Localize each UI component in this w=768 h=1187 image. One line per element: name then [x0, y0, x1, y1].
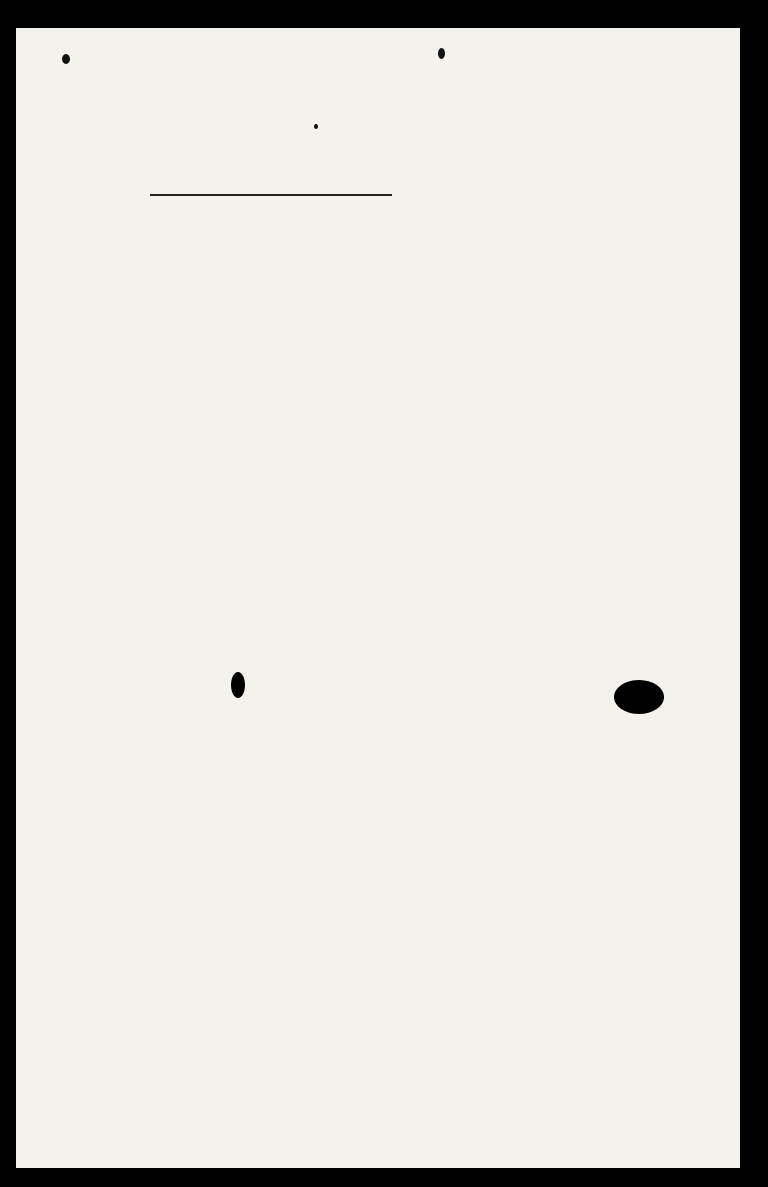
ink-spot [62, 54, 70, 64]
ink-blot [614, 680, 664, 714]
ink-blot [231, 672, 245, 698]
ink-spot [314, 124, 318, 129]
ink-spot [438, 48, 445, 59]
